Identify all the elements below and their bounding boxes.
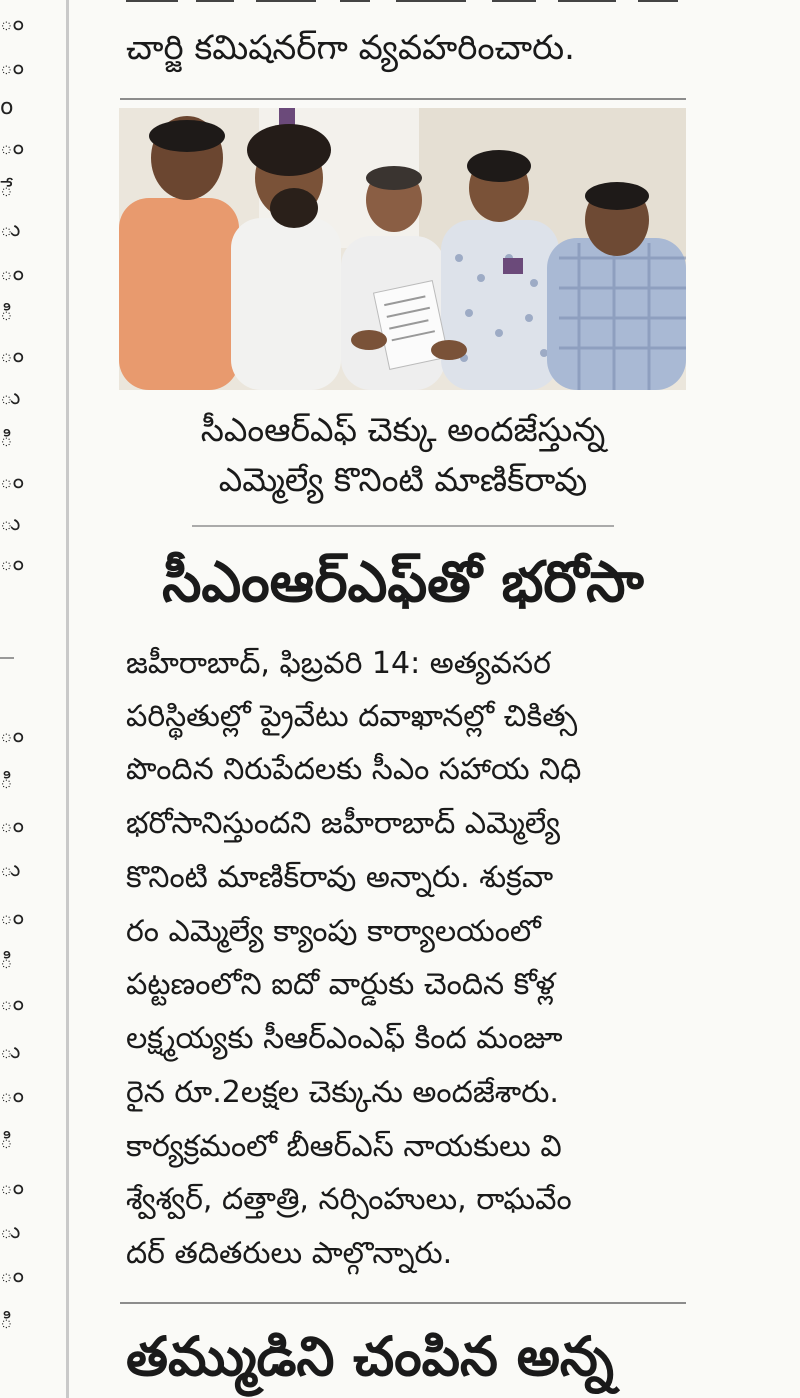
body-line: లక్ష్మయ్యకు సీఆర్‌ఎంఎఫ్ కింద మంజూ: [126, 1021, 563, 1056]
body-line: శ్వేశ్వర్, దత్తాత్రి, నర్సింహులు, రాఘవేం: [126, 1182, 572, 1217]
section-divider: [120, 98, 686, 100]
news-photo: [119, 108, 686, 390]
body-line: పొందిన నిరుపేదలకు సీఎం సహాయ నిధి: [126, 752, 582, 787]
body-line: రైన రూ.2లక్షల చెక్కును అందజేశారు.: [126, 1075, 559, 1110]
article-end-line: చార్జి కమిషనర్‌గా వ్యవహరించారు.: [126, 28, 575, 68]
body-line: దర్ తదితరులు పాల్గొన్నారు.: [126, 1236, 453, 1271]
cut-off-text-line: [126, 0, 686, 2]
section-divider: [120, 1302, 686, 1304]
body-line: జహీరాబాద్, ఫిబ్రవరి 14: అత్యవసర: [126, 646, 551, 681]
photo-caption-line-2: ఎమ్మెల్యే కొనింటి మాణిక్‌రావు: [218, 460, 588, 499]
left-column-rule: [0, 657, 14, 659]
caption-rule: [192, 525, 614, 527]
body-line: కొనింటి మాణిక్‌రావు అన్నారు. శుక్రవా: [126, 860, 554, 895]
photo-caption-line-1: సీఎంఆర్‌ఎఫ్ చెక్కు అందజేస్తున్న: [200, 410, 606, 449]
body-line: భరోసానిస్తుందని జహీరాబాద్ ఎమ్మెల్యే: [126, 806, 560, 841]
body-line: పట్టణంలోని ఐదో వార్డుకు చెందిన కోళ్ల: [126, 967, 555, 1002]
next-article-headline: తమ్ముడిని చంపిన అన్న: [126, 1325, 614, 1388]
body-line: పరిస్థితుల్లో ప్రైవేటు దవాఖానల్లో చికిత్స: [126, 699, 578, 734]
body-line: రం ఎమ్మెల్యే క్యాంపు కార్యాలయంలో: [126, 914, 541, 949]
article-headline: సీఎంఆర్‌ఎఫ్‌తో భరోసా: [162, 550, 644, 615]
body-line: కార్యక్రమంలో బీఆర్‌ఎస్ నాయకులు వి: [126, 1129, 562, 1164]
column-divider: [66, 0, 69, 1398]
